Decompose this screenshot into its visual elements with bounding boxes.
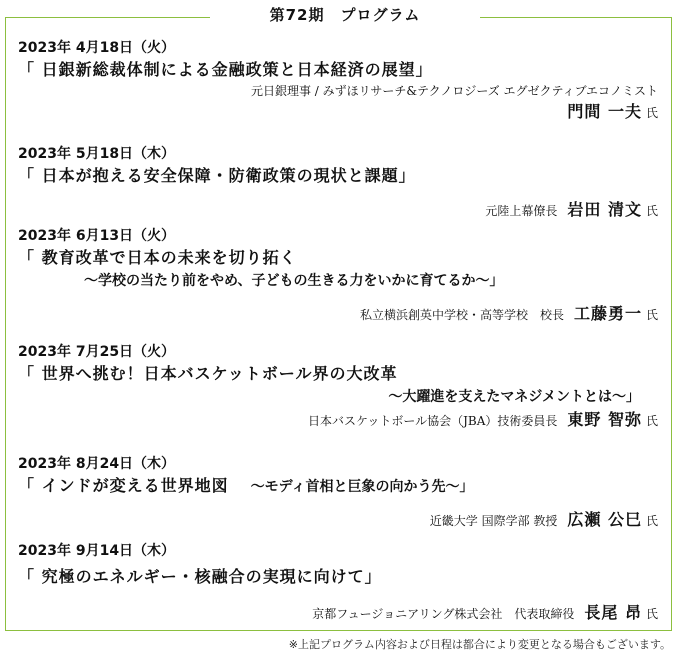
session-title-main: 「 インドが変える世界地図 [18,476,229,495]
session-title: 「 教育改革で日本の未来を切り拓く [18,248,297,267]
session-date: 2023年 4月18日（火） [18,40,176,56]
speaker-honorific: 氏 [645,607,658,621]
speaker-affiliation: 私立横浜創英中学校・高等学校 校長 [359,308,564,322]
speaker [18,198,658,222]
session-title: 「 世界へ挑む！日本バスケットボール界の大改革 [18,364,398,383]
session-2 [18,144,658,222]
speaker [18,100,658,124]
speaker-name: 長尾 昂 [584,603,642,622]
speaker-affiliation: 近畿大学 国際学部 教授 [429,514,558,528]
session-1 [18,38,658,124]
speaker-name: 門間 一夫 [567,102,642,121]
session-date: 2023年 8月24日（木） [18,456,176,472]
speaker-honorific: 氏 [645,414,658,428]
speaker [18,302,658,326]
session-subtitle: ～学校の当たり前をやめ、子どもの生きる力をいかに育てるか～」 [84,273,504,289]
speaker [18,508,658,532]
session-4 [18,342,658,432]
speaker-name: 工藤勇一 [573,304,642,323]
footer-note: ※上記プログラム内容および日程は都合により変更となる場合もございます。 [288,638,671,651]
session-date: 2023年 9月14日（木） [18,543,176,559]
speaker-honorific: 氏 [645,204,658,218]
session-6 [18,541,658,625]
speaker [18,601,658,625]
speaker [18,408,658,432]
speaker-name: 広瀬 公巳 [567,510,642,529]
session-date: 2023年 7月25日（火） [18,344,176,360]
session-title [18,474,658,498]
session-3 [18,226,658,326]
speaker-affiliation: 元日銀理事 / みずほリサーチ&テクノロジーズ エグゼクティブエコノミスト [250,84,658,98]
speaker-name: 東野 智弥 [567,410,642,429]
speaker-name: 岩田 清文 [567,200,642,219]
speaker-affiliation: 日本バスケットボール協会（JBA）技術委員長 [307,414,558,428]
speaker-affiliation: 京都フュージョニアリング株式会社 代表取締役 [312,607,575,621]
speaker-honorific: 氏 [645,308,658,322]
program-title: 第72期 プログラム [210,3,480,27]
session-5 [18,454,658,532]
session-title-suffix: ～モディ首相と巨象の向かう先～」 [250,479,474,495]
session-title: 「 日銀新総裁体制による金融政策と日本経済の展望」 [18,60,433,79]
session-date: 2023年 5月18日（木） [18,146,176,162]
session-title: 「 日本が抱える安全保障・防衛政策の現状と課題」 [18,166,416,185]
speaker-honorific: 氏 [645,106,658,120]
session-title: 「 究極のエネルギー・核融合の実現に向けて」 [18,567,382,586]
speaker-honorific: 氏 [645,514,658,528]
speaker-affiliation: 元陸上幕僚長 [485,204,558,218]
session-subtitle: ～大躍進を支えたマネジメントとは～」 [388,389,640,405]
session-date: 2023年 6月13日（火） [18,228,176,244]
